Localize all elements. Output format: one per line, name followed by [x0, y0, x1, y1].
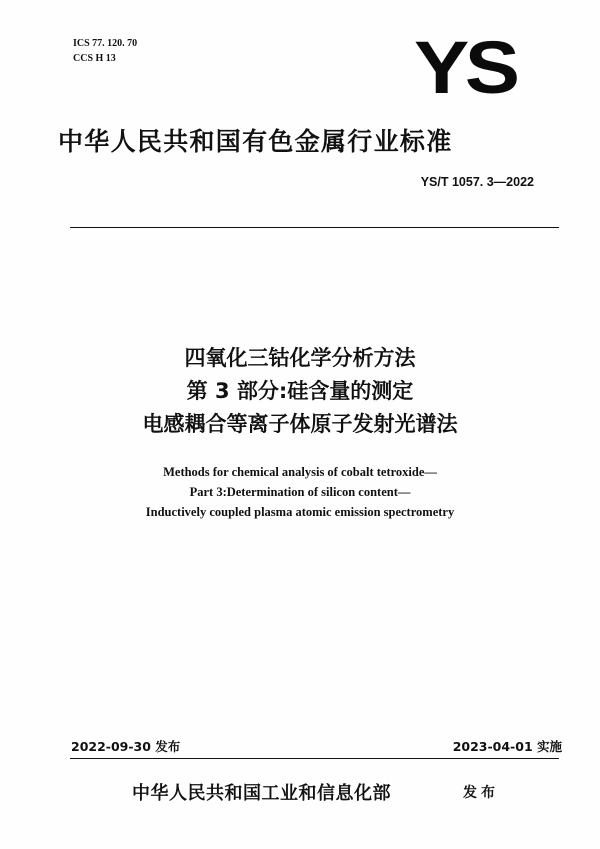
industry-standard-title: 中华人民共和国有色金属行业标准 — [58, 127, 453, 156]
publish-label: 发布 — [463, 785, 499, 801]
header-divider — [70, 227, 559, 228]
english-title — [0, 462, 600, 522]
english-title-line-2: Part 3:Determination of silicon content— — [189, 485, 411, 499]
standard-number: YS/T 1057. 3—2022 — [420, 175, 534, 189]
english-title-line-1: Methods for chemical analysis of cobalt tetroxide— — [163, 465, 437, 479]
chinese-title-line-3: 电感耦合等离子体原子发射光谱法 — [142, 412, 458, 436]
ics-code: ICS 77. 120. 70 — [73, 38, 138, 49]
chinese-title-line-2: 第 3 部分:硅含量的测定 — [186, 379, 414, 403]
issue-date: 2022-09-30 发布 — [71, 739, 181, 754]
chinese-title-line-1: 四氧化三钴化学分析方法 — [184, 346, 416, 370]
publisher-name: 中华人民共和国工业和信息化部 — [132, 783, 391, 804]
footer-divider — [70, 758, 559, 759]
chinese-title — [0, 342, 600, 441]
english-title-line-3: Inductively coupled plasma atomic emission spectrometry — [145, 505, 455, 519]
ys-logo: YS — [414, 26, 516, 109]
implementation-date: 2023-04-01 实施 — [452, 739, 562, 754]
classification-codes — [73, 36, 137, 66]
ccs-code: CCS H 13 — [73, 53, 116, 64]
